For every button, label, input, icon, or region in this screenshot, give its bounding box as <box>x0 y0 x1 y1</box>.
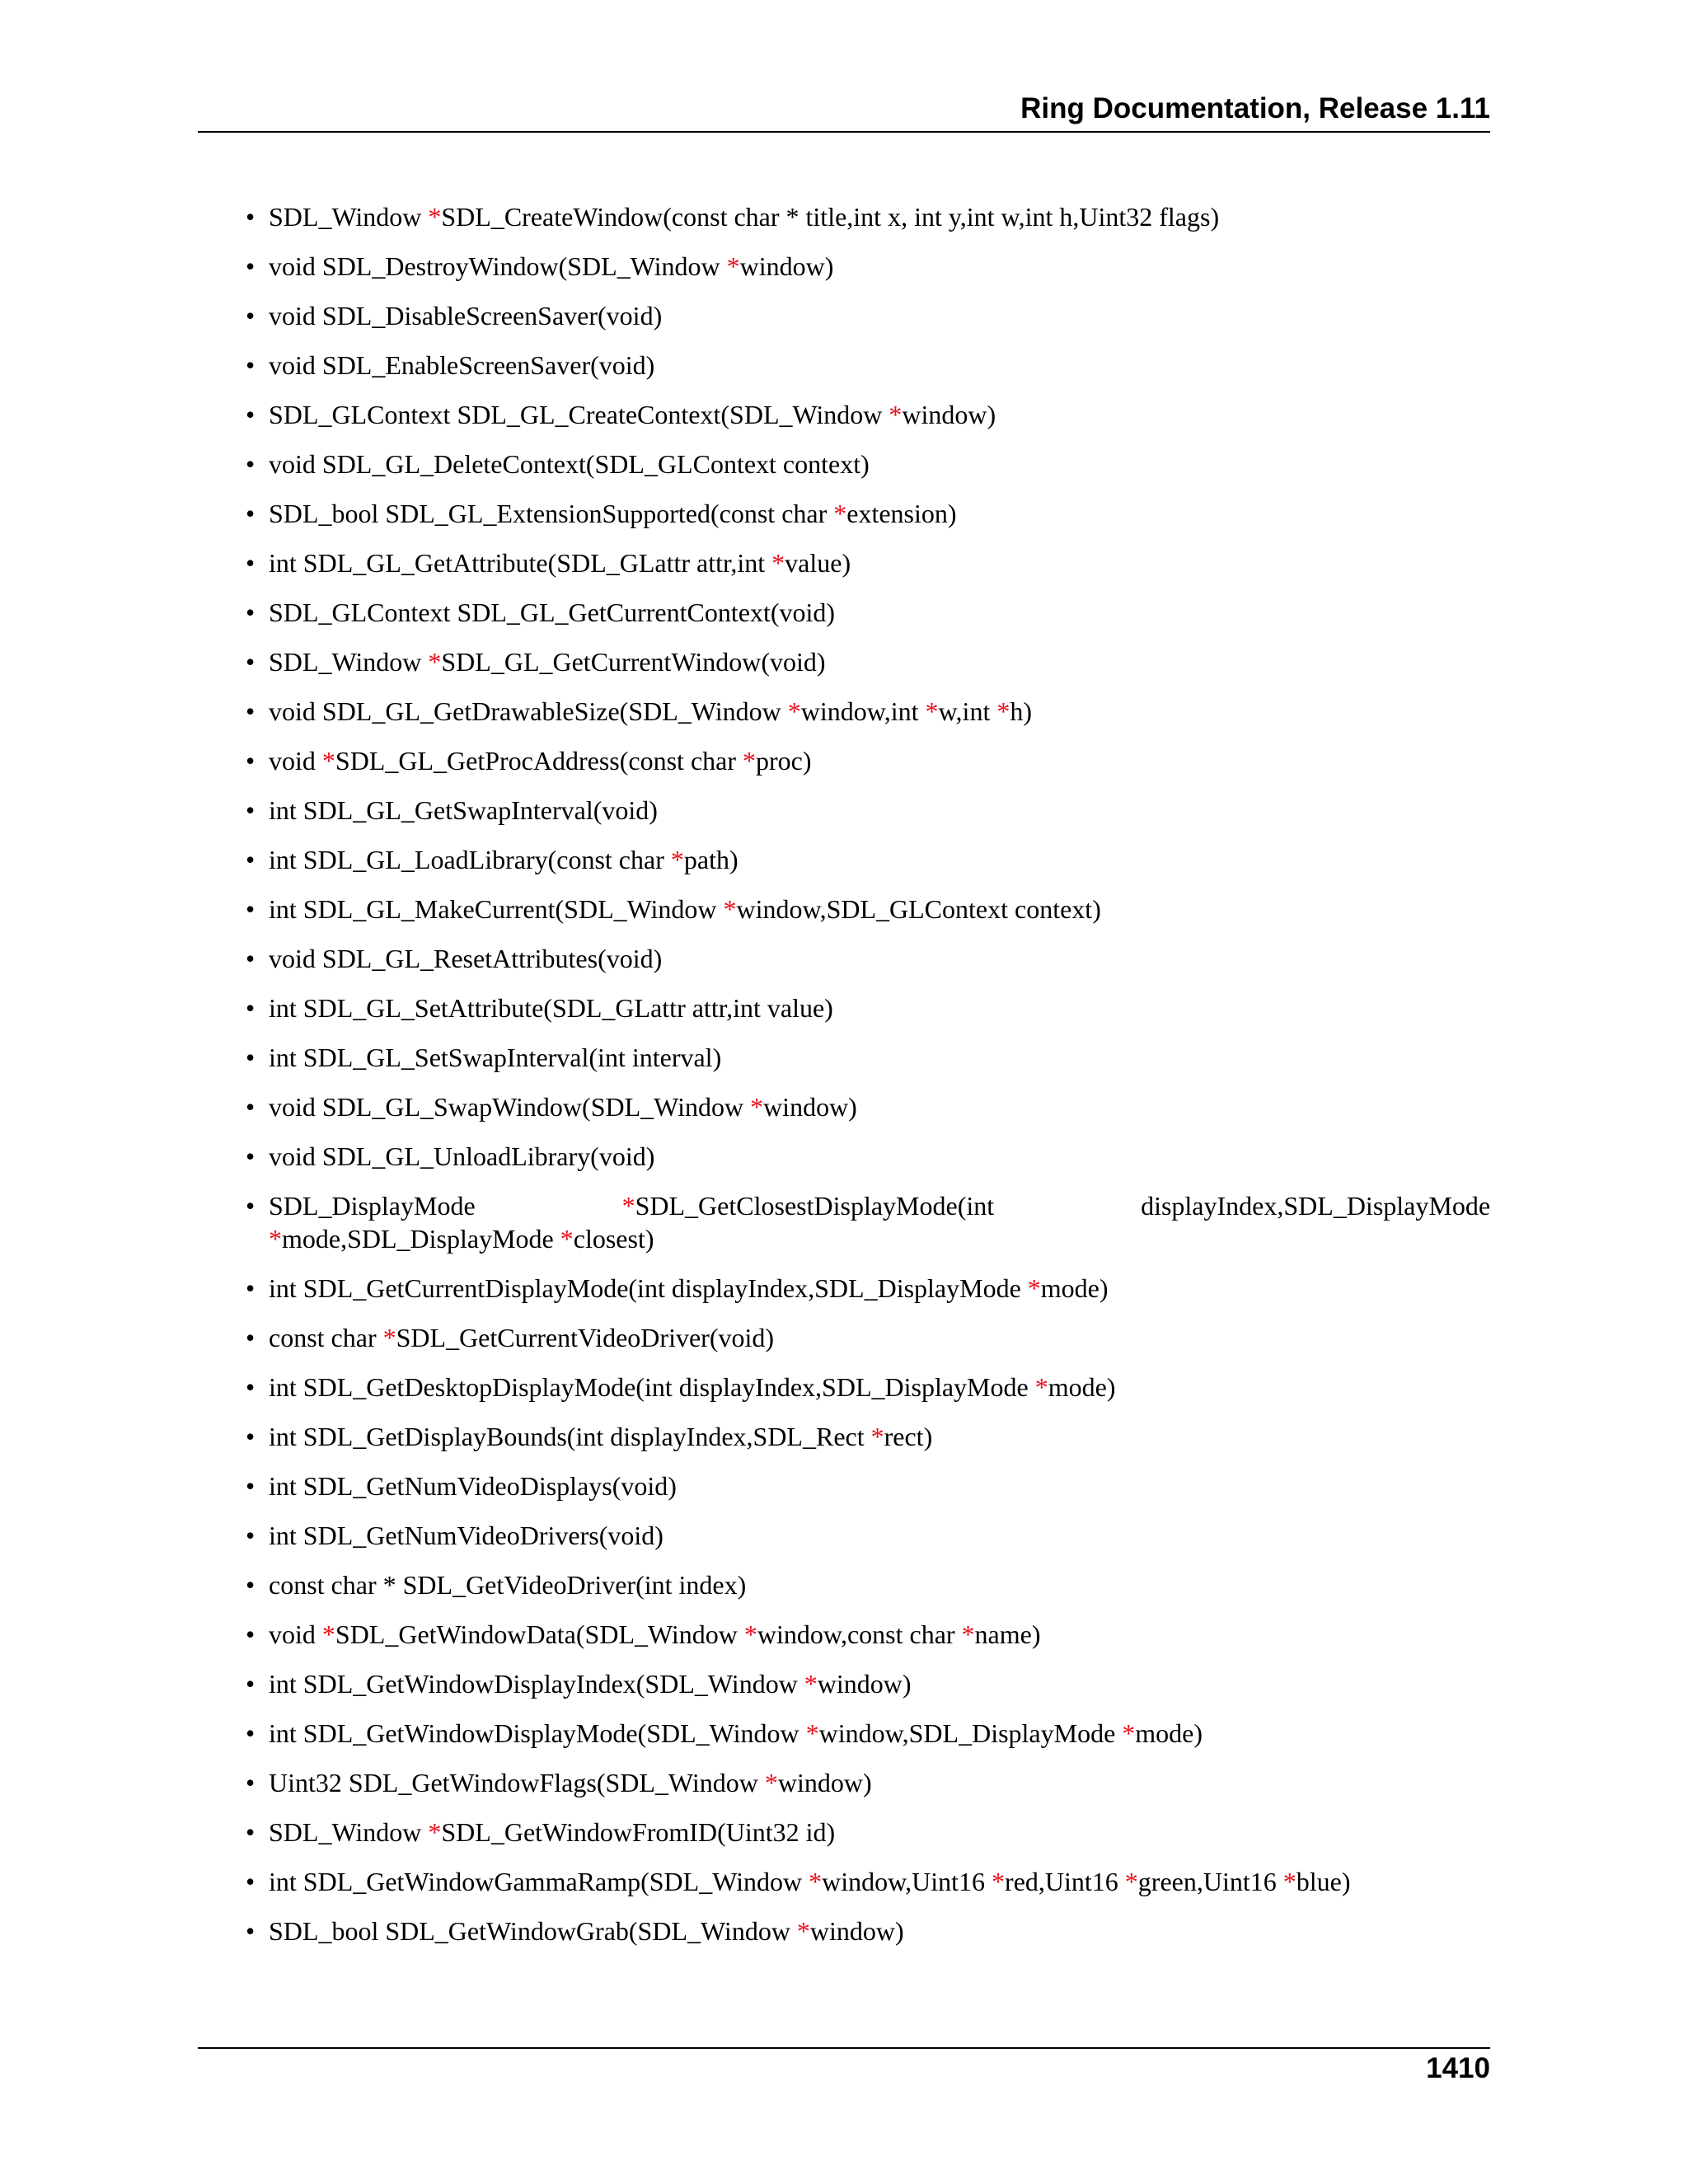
function-signature: SDL_Window *SDL_GetWindowFromID(Uint32 id) <box>269 1817 836 1847</box>
list-item <box>246 1371 1490 1404</box>
bullet-icon: • <box>246 1191 256 1221</box>
bullet-icon: • <box>246 1273 256 1303</box>
function-signature: int SDL_GetCurrentDisplayMode(int displayIndex,SDL_DisplayMode *mode) <box>269 1273 1109 1303</box>
bullet-icon: • <box>246 1092 256 1122</box>
list-item <box>246 1766 1490 1799</box>
function-signature: Uint32 SDL_GetWindowFlags(SDL_Window *window) <box>269 1768 872 1797</box>
document-title: Ring Documentation, Release 1.11 <box>1020 92 1490 124</box>
bullet-icon: • <box>246 894 256 924</box>
bullet-icon: • <box>246 1619 256 1649</box>
list-item <box>246 1667 1490 1700</box>
function-signature: void SDL_GL_DeleteContext(SDL_GLContext context) <box>269 449 870 479</box>
function-signature: int SDL_GetWindowDisplayIndex(SDL_Window *window) <box>269 1669 912 1699</box>
function-signature: int SDL_GetDesktopDisplayMode(int displayIndex,SDL_DisplayMode *mode) <box>269 1372 1116 1402</box>
bullet-icon: • <box>246 1669 256 1699</box>
function-signature: void SDL_DisableScreenSaver(void) <box>269 301 663 330</box>
function-signature: int SDL_GL_MakeCurrent(SDL_Window *window,SDL_GLContext context) <box>269 894 1101 924</box>
list-item <box>246 1420 1490 1453</box>
bullet-icon: • <box>246 1867 256 1896</box>
function-signature: void *SDL_GL_GetProcAddress(const char *proc) <box>269 746 812 776</box>
list-item <box>246 1041 1490 1074</box>
bullet-icon: • <box>246 202 256 232</box>
bullet-icon: • <box>246 301 256 330</box>
function-signature: const char * SDL_GetVideoDriver(int index) <box>269 1570 747 1600</box>
function-signature: void SDL_GL_ResetAttributes(void) <box>269 944 663 973</box>
bullet-icon: • <box>246 795 256 825</box>
list-item <box>246 1865 1490 1898</box>
list-item <box>246 1321 1490 1354</box>
list-item <box>246 794 1490 827</box>
list-item <box>246 843 1490 876</box>
bullet-icon: • <box>246 845 256 874</box>
api-function-list <box>246 200 1490 1964</box>
function-signature: SDL_Window *SDL_CreateWindow(const char * title,int x, int y,int w,int h,Uint32 flags) <box>269 202 1220 232</box>
list-item <box>246 1618 1490 1651</box>
list-item <box>246 1090 1490 1123</box>
bullet-icon: • <box>246 1916 256 1946</box>
footer-divider <box>198 2047 1490 2049</box>
list-item <box>246 1816 1490 1849</box>
function-signature: int SDL_GetWindowDisplayMode(SDL_Window *window,SDL_DisplayMode *mode) <box>269 1718 1203 1748</box>
function-signature: void SDL_GL_SwapWindow(SDL_Window *window) <box>269 1092 857 1122</box>
list-item <box>246 744 1490 777</box>
bullet-icon: • <box>246 400 256 429</box>
list-item <box>246 299 1490 332</box>
list-item <box>246 1469 1490 1502</box>
list-item <box>246 398 1490 431</box>
list-item <box>246 1717 1490 1750</box>
function-signature: int SDL_GetNumVideoDrivers(void) <box>269 1521 663 1550</box>
function-signature: void SDL_GL_GetDrawableSize(SDL_Window *window,int *w,int *h) <box>269 696 1032 726</box>
bullet-icon: • <box>246 1043 256 1072</box>
list-item <box>246 1568 1490 1601</box>
bullet-icon: • <box>246 1471 256 1501</box>
bullet-icon: • <box>246 598 256 627</box>
bullet-icon: • <box>246 350 256 380</box>
function-signature: SDL_bool SDL_GetWindowGrab(SDL_Window *window) <box>269 1916 904 1946</box>
bullet-icon: • <box>246 1372 256 1402</box>
list-item <box>246 448 1490 480</box>
function-signature: int SDL_GetDisplayBounds(int displayIndex,SDL_Rect *rect) <box>269 1422 933 1451</box>
list-item <box>246 991 1490 1024</box>
list-item <box>246 250 1490 283</box>
list-item <box>246 1915 1490 1947</box>
function-signature: int SDL_GL_SetSwapInterval(int interval) <box>269 1043 722 1072</box>
function-signature: SDL_bool SDL_GL_ExtensionSupported(const char *extension) <box>269 499 957 528</box>
list-item <box>246 349 1490 382</box>
function-signature: int SDL_GetWindowGammaRamp(SDL_Window *window,Uint16 *red,Uint16 *green,Uint16 *blue) <box>269 1867 1351 1896</box>
function-signature: SDL_DisplayMode *SDL_GetClosestDisplayMode(int displayIndex,SDL_DisplayMode *mode,SDL_DisplayMode *closest) <box>269 1191 1491 1254</box>
function-signature: void *SDL_GetWindowData(SDL_Window *window,const char *name) <box>269 1619 1041 1649</box>
function-signature: int SDL_GL_GetSwapInterval(void) <box>269 795 658 825</box>
bullet-icon: • <box>246 251 256 281</box>
list-item <box>246 1189 1490 1255</box>
list-item <box>246 645 1490 678</box>
bullet-icon: • <box>246 548 256 578</box>
list-item <box>246 1519 1490 1552</box>
bullet-icon: • <box>246 499 256 528</box>
bullet-icon: • <box>246 1521 256 1550</box>
function-signature: const char *SDL_GetCurrentVideoDriver(void) <box>269 1323 775 1352</box>
function-signature: SDL_GLContext SDL_GL_CreateContext(SDL_Window *window) <box>269 400 996 429</box>
function-signature: int SDL_GL_GetAttribute(SDL_GLattr attr,int *value) <box>269 548 851 578</box>
header-divider <box>198 131 1490 133</box>
bullet-icon: • <box>246 449 256 479</box>
bullet-icon: • <box>246 1141 256 1171</box>
bullet-icon: • <box>246 1817 256 1847</box>
page-number: 1410 <box>1426 2052 1490 2084</box>
list-item <box>246 200 1490 233</box>
function-signature: int SDL_GetNumVideoDisplays(void) <box>269 1471 677 1501</box>
list-item <box>246 1140 1490 1173</box>
function-signature: SDL_GLContext SDL_GL_GetCurrentContext(void) <box>269 598 836 627</box>
list-item <box>246 596 1490 629</box>
function-signature: int SDL_GL_LoadLibrary(const char *path) <box>269 845 738 874</box>
bullet-icon: • <box>246 1768 256 1797</box>
function-signature: void SDL_DestroyWindow(SDL_Window *window) <box>269 251 834 281</box>
bullet-icon: • <box>246 944 256 973</box>
function-signature: void SDL_EnableScreenSaver(void) <box>269 350 655 380</box>
function-signature: int SDL_GL_SetAttribute(SDL_GLattr attr,int value) <box>269 993 833 1023</box>
list-item <box>246 546 1490 579</box>
list-item <box>246 695 1490 728</box>
function-signature: SDL_Window *SDL_GL_GetCurrentWindow(void) <box>269 647 826 677</box>
bullet-icon: • <box>246 746 256 776</box>
bullet-icon: • <box>246 1570 256 1600</box>
bullet-icon: • <box>246 993 256 1023</box>
list-item <box>246 1272 1490 1305</box>
bullet-icon: • <box>246 1323 256 1352</box>
function-signature: void SDL_GL_UnloadLibrary(void) <box>269 1141 655 1171</box>
list-item <box>246 942 1490 975</box>
bullet-icon: • <box>246 1422 256 1451</box>
list-item <box>246 497 1490 530</box>
bullet-icon: • <box>246 1718 256 1748</box>
bullet-icon: • <box>246 696 256 726</box>
bullet-icon: • <box>246 647 256 677</box>
list-item <box>246 893 1490 926</box>
